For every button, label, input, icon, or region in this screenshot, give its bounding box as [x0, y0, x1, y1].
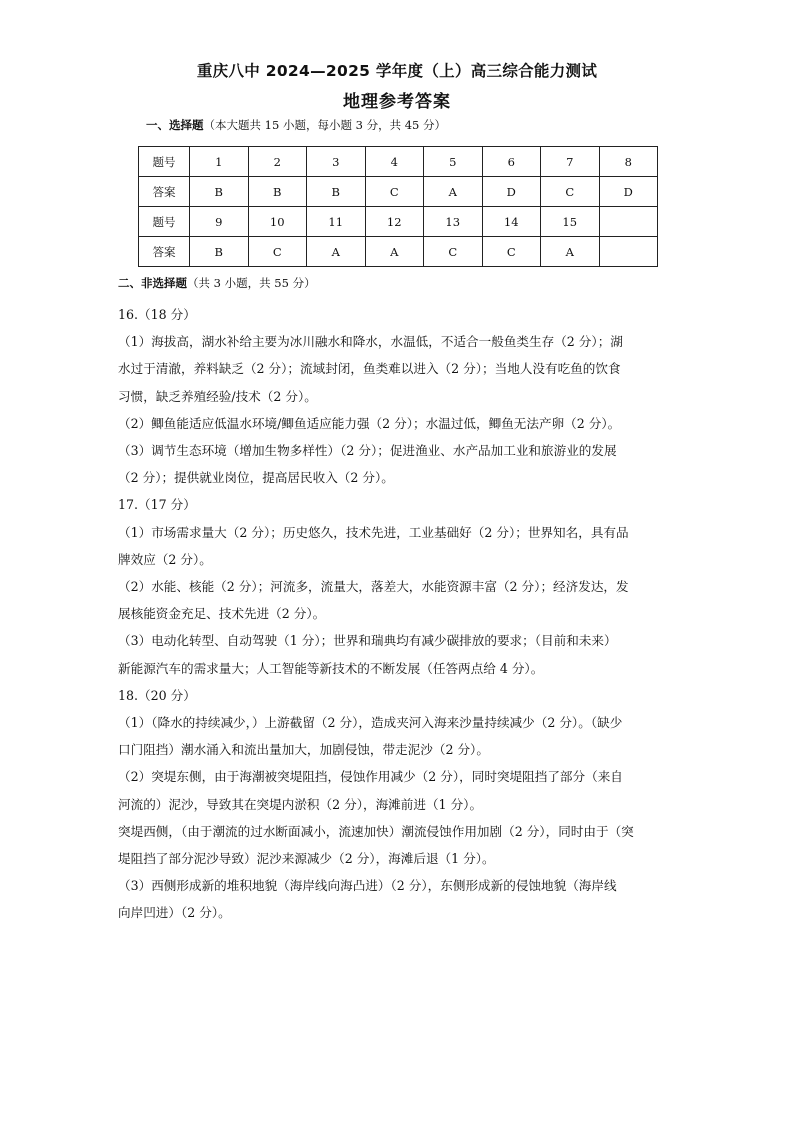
- text-line: （1）（降水的持续减少，）上游截留（2 分），造成夹河入海来沙量持续减少（2 分）。（缺少: [118, 715, 623, 731]
- text-line: 向岸凹进）（2 分）。: [118, 905, 231, 921]
- text-line: 新能源汽车的需求量大；人工智能等新技术的不断发展（任答两点给 4 分）。: [118, 660, 544, 676]
- answer-cell: [599, 237, 658, 267]
- answer-table: [138, 146, 658, 267]
- text-line: 习惯，缺乏养殖经验/技术（2 分）。: [118, 388, 317, 404]
- section-2-note: （共 3 小题，共 55 分）: [187, 276, 316, 290]
- question-label-cell: 题号: [139, 147, 190, 177]
- question-number-cell: 11: [307, 207, 366, 237]
- text-line: （2）鲫鱼能适应低温水环境/鲫鱼适应能力强（2 分）；水温过低，鲫鱼无法产卵（2 分）。: [118, 415, 621, 431]
- answer-cell: C: [365, 177, 424, 207]
- section-2-heading: 二、非选择题: [118, 276, 187, 290]
- answer-body: [118, 301, 678, 927]
- text-line: （3）西侧形成新的堆积地貌（海岸线向海凸进）（2 分），东侧形成新的侵蚀地貌（海岸线: [118, 878, 617, 894]
- question-number-cell: 13: [424, 207, 483, 237]
- answer-cell: C: [248, 237, 307, 267]
- text-line: 17.（17 分）: [118, 497, 196, 513]
- answer-row: [139, 237, 658, 267]
- text-line: 河流的）泥沙，导致其在突堤内淤积（2 分），海滩前进（1 分）。: [118, 796, 483, 812]
- question-number-cell: 14: [482, 207, 541, 237]
- question-number-cell: 12: [365, 207, 424, 237]
- text-line: （2）突堤东侧，由于海潮被突堤阻挡，侵蚀作用减少（2 分），同时突堤阻挡了部分（来自: [118, 769, 623, 785]
- text-line: （3）电动化转型、自动驾驶（1 分）；世界和瑞典均有减少碳排放的要求；（目前和未来）: [118, 633, 617, 649]
- answer-cell: A: [541, 237, 600, 267]
- question-number-cell: 10: [248, 207, 307, 237]
- answer-row: [139, 177, 658, 207]
- text-line: 突堤西侧，（由于潮流的过水断面减小，流速加快）潮流侵蚀作用加剧（2 分），同时由于（突: [118, 823, 634, 839]
- answer-label-cell: 答案: [139, 177, 190, 207]
- text-line: 堤阻挡了部分泥沙导致）泥沙来源减少（2 分），海滩后退（1 分）。: [118, 851, 495, 867]
- text-line: 牌效应（2 分）。: [118, 551, 212, 567]
- question-number-cell: 4: [365, 147, 424, 177]
- question-number-cell: 2: [248, 147, 307, 177]
- answer-cell: C: [541, 177, 600, 207]
- question-number-cell: 15: [541, 207, 600, 237]
- question-number-row: [139, 147, 658, 177]
- text-line: 口门阻挡）潮水涌入和流出量加大，加剧侵蚀，带走泥沙（2 分）。: [118, 742, 489, 758]
- text-line: （1）海拔高，湖水补给主要为冰川融水和降水，水温低，不适合一般鱼类生存（2 分）；湖: [118, 334, 623, 350]
- section-2-header: [118, 275, 316, 291]
- answer-cell: A: [307, 237, 366, 267]
- answer-cell: C: [482, 237, 541, 267]
- question-number-cell: 5: [424, 147, 483, 177]
- answer-cell: C: [424, 237, 483, 267]
- answer-cell: D: [482, 177, 541, 207]
- text-line: 展核能资金充足、技术先进（2 分）。: [118, 606, 326, 622]
- answer-cell: B: [190, 177, 249, 207]
- question-number-cell: [599, 207, 658, 237]
- text-line: 16.（18 分）: [118, 307, 196, 322]
- answer-cell: B: [248, 177, 307, 207]
- answer-cell: A: [424, 177, 483, 207]
- question-number-cell: 7: [541, 147, 600, 177]
- text-line: （3）调节生态环境（增加生物多样性）（2 分）；促进渔业、水产品加工业和旅游业的发展: [118, 443, 617, 459]
- text-line: 水过于清澈，养料缺乏（2 分）；流域封闭，鱼类难以进入（2 分）；当地人没有吃鱼的饮食: [118, 361, 621, 377]
- answer-cell: B: [307, 177, 366, 207]
- text-line: （2）水能、核能（2 分）；河流多，流量大，落差大，水能资源丰富（2 分）；经济发达，发: [118, 579, 629, 595]
- text-line: 18.（20 分）: [118, 687, 196, 703]
- answer-cell: B: [190, 237, 249, 267]
- document-subtitle: 地理参考答案: [343, 92, 451, 112]
- answer-label-cell: 答案: [139, 237, 190, 267]
- question-number-cell: 8: [599, 147, 658, 177]
- section-1-note: （本大题共 15 小题，每小题 3 分，共 45 分）: [203, 118, 447, 132]
- question-number-cell: 3: [307, 147, 366, 177]
- question-label-cell: 题号: [139, 207, 190, 237]
- question-number-cell: 9: [190, 207, 249, 237]
- answer-cell: D: [599, 177, 658, 207]
- text-line: （1）市场需求量大（2 分）；历史悠久，技术先进，工业基础好（2 分）；世界知名，具有品: [118, 524, 629, 540]
- question-number-row: [139, 207, 658, 237]
- section-1-header: [146, 117, 446, 133]
- question-number-cell: 6: [482, 147, 541, 177]
- question-number-cell: 1: [190, 147, 249, 177]
- answer-cell: A: [365, 237, 424, 267]
- section-1-heading: 一、选择题: [146, 118, 204, 132]
- document-title: 重庆八中 2024—2025 学年度（上）高三综合能力测试: [196, 62, 598, 80]
- text-line: （2 分）；提供就业岗位，提高居民收入（2 分）。: [118, 470, 394, 486]
